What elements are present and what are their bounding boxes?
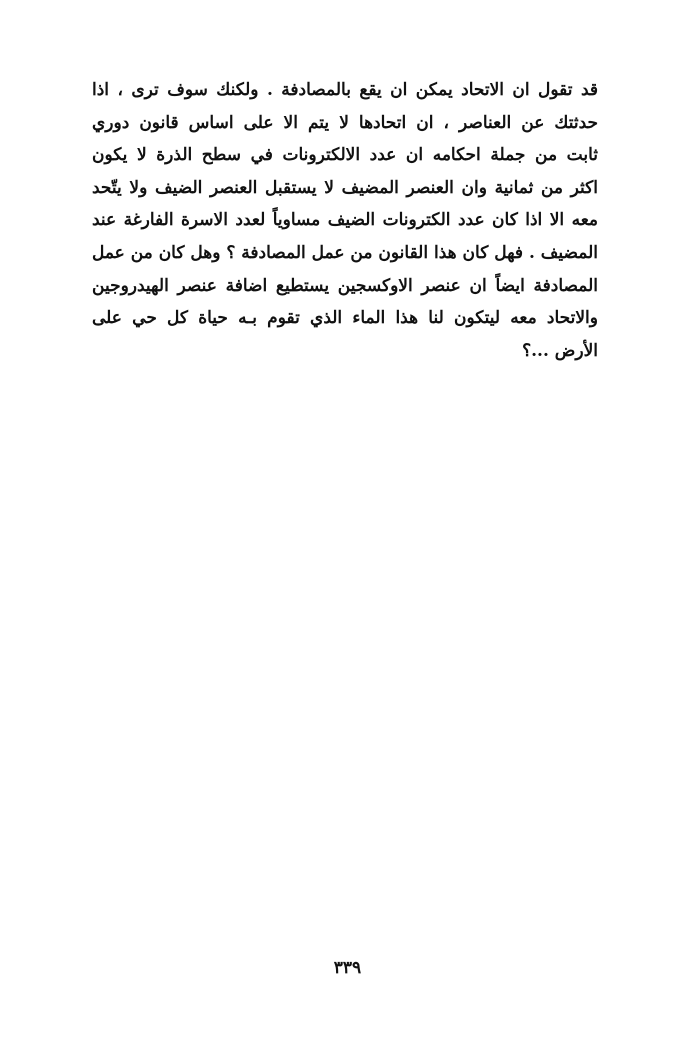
text-line: المضيف . فهل كان هذا القانون من عمل المصادفة ؟ وهل كان من عمل xyxy=(92,242,598,263)
text-line: حدثتك عن العناصر ، ان اتحادها لا يتم الا على اساس قانون دوري xyxy=(92,112,598,133)
text-line: قد تقول ان الاتحاد يمكن ان يقع بالمصادفة . ولكنك سوف ترى ، اذا xyxy=(92,80,598,100)
text-line: والاتحاد معه ليتكون لنا هذا الماء الذي تقوم بـه حياة كل حي على xyxy=(92,308,598,329)
text-line: اكثر من ثمانية وان العنصر المضيف لا يستقبل العنصر الضيف ولا يتّحد xyxy=(92,177,598,198)
text-line: ثابت من جملة احكامه ان عدد الالكترونات في سطح الذرة لا يكون xyxy=(92,145,598,166)
page-number: ٣٣٩ xyxy=(333,958,362,978)
text-line-last: الأرض ...؟ xyxy=(522,340,598,361)
body-paragraph xyxy=(92,74,598,367)
text-line: المصادفة ايضاً ان عنصر الاوكسجين يستطيع اضافة عنصر الهيدروجين xyxy=(92,275,598,296)
text-line: معه الا اذا كان عدد الكترونات الضيف مساوياً لعدد الاسرة الفارغة عند xyxy=(92,210,598,231)
